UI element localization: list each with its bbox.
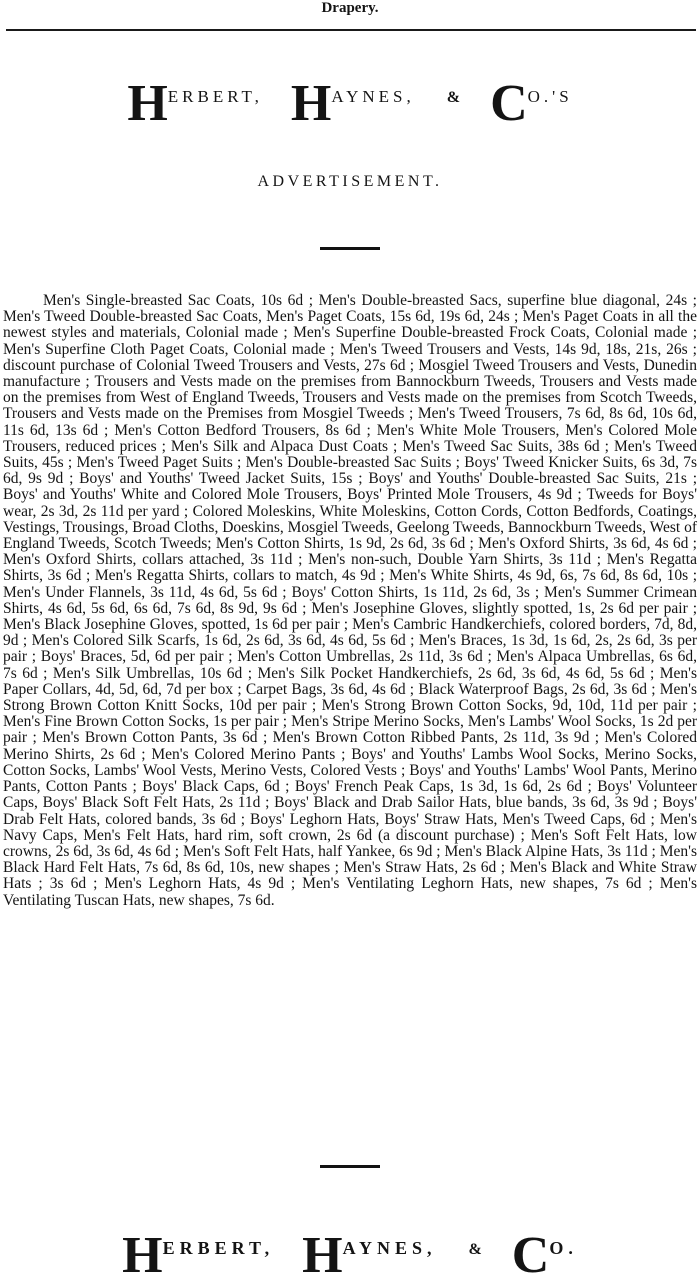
running-head: Drapery. <box>321 0 379 16</box>
footer-herbert-rest: ERBERT, <box>162 1238 275 1258</box>
advertisement-heading: ADVERTISEMENT. <box>257 173 443 190</box>
footer-co-initial: C <box>511 1227 550 1284</box>
footer-haynes-rest: AYNES, <box>342 1238 437 1258</box>
footer-firm-title <box>0 1227 700 1284</box>
footer-herbert-initial: H <box>122 1227 163 1284</box>
footer-co-rest: O. <box>549 1238 578 1258</box>
footer-ampersand: & <box>468 1241 482 1258</box>
title-co-initial: C <box>490 75 528 132</box>
title-haynes-initial: H <box>290 75 332 132</box>
title-herbert-initial: H <box>127 75 168 132</box>
title-ampersand: & <box>446 89 461 106</box>
section-divider <box>320 1165 380 1168</box>
title-co-rest: O.'S <box>527 87 573 106</box>
title-haynes-rest: AYNES, <box>331 87 415 106</box>
footer-haynes-initial: H <box>302 1227 343 1284</box>
header-rule <box>6 29 696 31</box>
section-divider <box>320 247 380 250</box>
firm-title <box>0 75 700 132</box>
title-herbert-rest: ERBERT, <box>167 87 263 106</box>
advertisement-body: Men's Single-breasted Sac Coats, 10s 6d ; Men's Double-breasted Sacs, superfine blue diagonal, 24s ; Men's Tweed Double-breasted Sac Coats, Men's Paget Coats, 15s 6d, 19s 6d, 24s ; Men's Paget Coats in all the newest styles and materials, Colonial made ; Men's Superfine Double-breasted Frock Coats, Colonial made ; Men's Superfine Cloth Paget Coats, Colonial made ; Men's Tweed Trousers and Vests, 14s 9d, 18s, 21s, 26s ; discount purchase of Colonial Tweed Trousers and Vests, 27s 6d ; Mosgiel Tweed Trousers and Vests, Dunedin manufacture ; Trousers and Vests made on the premises from Bannockburn Tweeds, Trousers and Vests made on the premises from West of England Tweeds, Trousers and Vests made on the premises from Scotch Tweeds, Trousers and Vests made on the Premises from Mosgiel Tweeds ; Men's Tweed Trousers, 7s 6d, 8s 6d, 10s 6d, 11s 6d, 13s 6d ; Men's Cotton Bedford Trousers, 8s 6d ; Men's White Mole Trousers, Men's Colored Mole Trousers, reduced prices ; Men's Silk and Alpaca Dust Coats ; Men's Tweed Sac Suits, 38s 6d ; Men's Tweed Suits, 45s ; Men's Tweed Paget Suits ; Men's Double-breasted Sac Suits ; Boys' Tweed Knicker Suits, 6s 3d, 7s 6d, 9s 9d ; Boys' and Youths' Tweed Jacket Suits, 15s ; Boys' and Youths' Double-breasted Sac Suits, 21s ; Boys' and Youths' White and Colored Mole Trousers, Boys' Printed Mole Trousers, 4s 9d ; Tweeds for Boys' wear, 2s 3d, 2s 11d per yard ; Colored Moleskins, White Moleskins, Cotton Cords, Cotton Bedfords, Coatings, Vestings, Trousings, Broad Cloths, Doeskins, Mosgiel Tweeds, Geelong Tweeds, Bannockburn Tweeds, West of England Tweeds, Scotch Tweeds; Men's Cotton Shirts, 1s 9d, 2s 6d, 3s 6d ; Men's Oxford Shirts, 3s 6d, 4s 6d ; Men's Oxford Shirts, collars attached, 3s 11d ; Men's non-such, Double Yarn Shirts, 3s 11d ; Men's Regatta Shirts, 3s 6d ; Men's Regatta Shirts, collars to match, 4s 9d ; Men's White Shirts, 4s 9d, 6s, 7s 6d, 8s 6d, 10s ; Men's Under Flannels, 3s 11d, 4s 6d, 5s 6d ; Boys' Cotton Shirts, 1s 11d, 2s 6d, 3s ; Men's Summer Crimean Shirts, 4s 6d, 5s 6d, 6s 6d, 7s 6d, 8s 9d, 9s 6d ; Men's Josephine Gloves, slightly spotted, 1s, 2s 6d per pair ; Men's Black Josephine Gloves, spotted, 1s 6d per pair ; Men's Cambric Handkerchiefs, colored borders, 7d, 8d, 9d ; Men's Colored Silk Scarfs, 1s 6d, 2s 6d, 3s 6d, 4s 6d, 5s 6d ; Men's Braces, 1s 3d, 1s 6d, 2s, 2s 6d, 3s per pair ; Boys' Braces, 5d, 6d per pair ; Men's Cotton Umbrellas, 2s 11d, 3s 6d ; Men's Alpaca Umbrellas, 6s 6d, 7s 6d ; Men's Silk Umbrellas, 10s 6d ; Men's Silk Pocket Handkerchiefs, 2s 6d, 3s 6d, 4s 6d, 5s 6d ; Men's Paper Collars, 4d, 5d, 6d, 7d per box ; Carpet Bags, 3s 6d, 4s 6d ; Black Waterproof Bags, 2s 6d, 3s 6d ; Men's Strong Brown Cotton Knitt Socks, 10d per pair ; Men's Strong Brown Cotton Socks, 9d, 10d, 11d per pair ; Men's Fine Brown Cotton Socks, 1s per pair ; Men's Stripe Merino Socks, Men's Lambs' Wool Socks, 1s 2d per pair ; Men's Brown Cotton Pants, 3s 6d ; Men's Brown Cotton Ribbed Pants, 2s 11d, 3s 9d ; Men's Colored Merino Shirts, 2s 6d ; Men's Colored Merino Pants ; Boys' and Youths' Lambs Wool Socks, Merino Socks, Cotton Socks, Lambs' Wool Vests, Merino Vests, Colored Vests ; Boys' and Youths' Lambs' Wool Pants, Merino Pants, Cotton Pants ; Boys' Black Caps, 6d ; Boys' French Peak Caps, 1s 3d, 1s 6d, 2s 6d ; Boys' Volunteer Caps, Boys' Black Soft Felt Hats, 2s 11d ; Boys' Black and Drab Sailor Hats, blue bands, 3s 6d, 3s 9d ; Boys' Drab Felt Hats, colored bands, 3s 6d ; Boys' Leghorn Hats, Boys' Straw Hats, Men's Tweed Caps, 6d ; Men's Navy Caps, Men's Felt Hats, hard rim, soft crown, 2s 6d (a discount purchase) ; Men's Soft Felt Hats, low crowns, 2s 6d, 3s 6d, 4s 6d ; Men's Soft Felt Hats, half Yankee, 6s 9d ; Men's Black Alpine Hats, 3s 11d ; Men's Black Hard Felt Hats, 7s 6d, 8s 6d, 10s, new shapes ; Men's Straw Hats, 2s 6d ; Men's Black and White Straw Hats ; 3s 6d ; Men's Leghorn Hats, 4s 9d ; Men's Ventilating Leghorn Hats, new shapes, 7s 6d ; Men's Ventilating Tuscan Hats, new shapes, 7s 6d. <box>3 292 697 909</box>
